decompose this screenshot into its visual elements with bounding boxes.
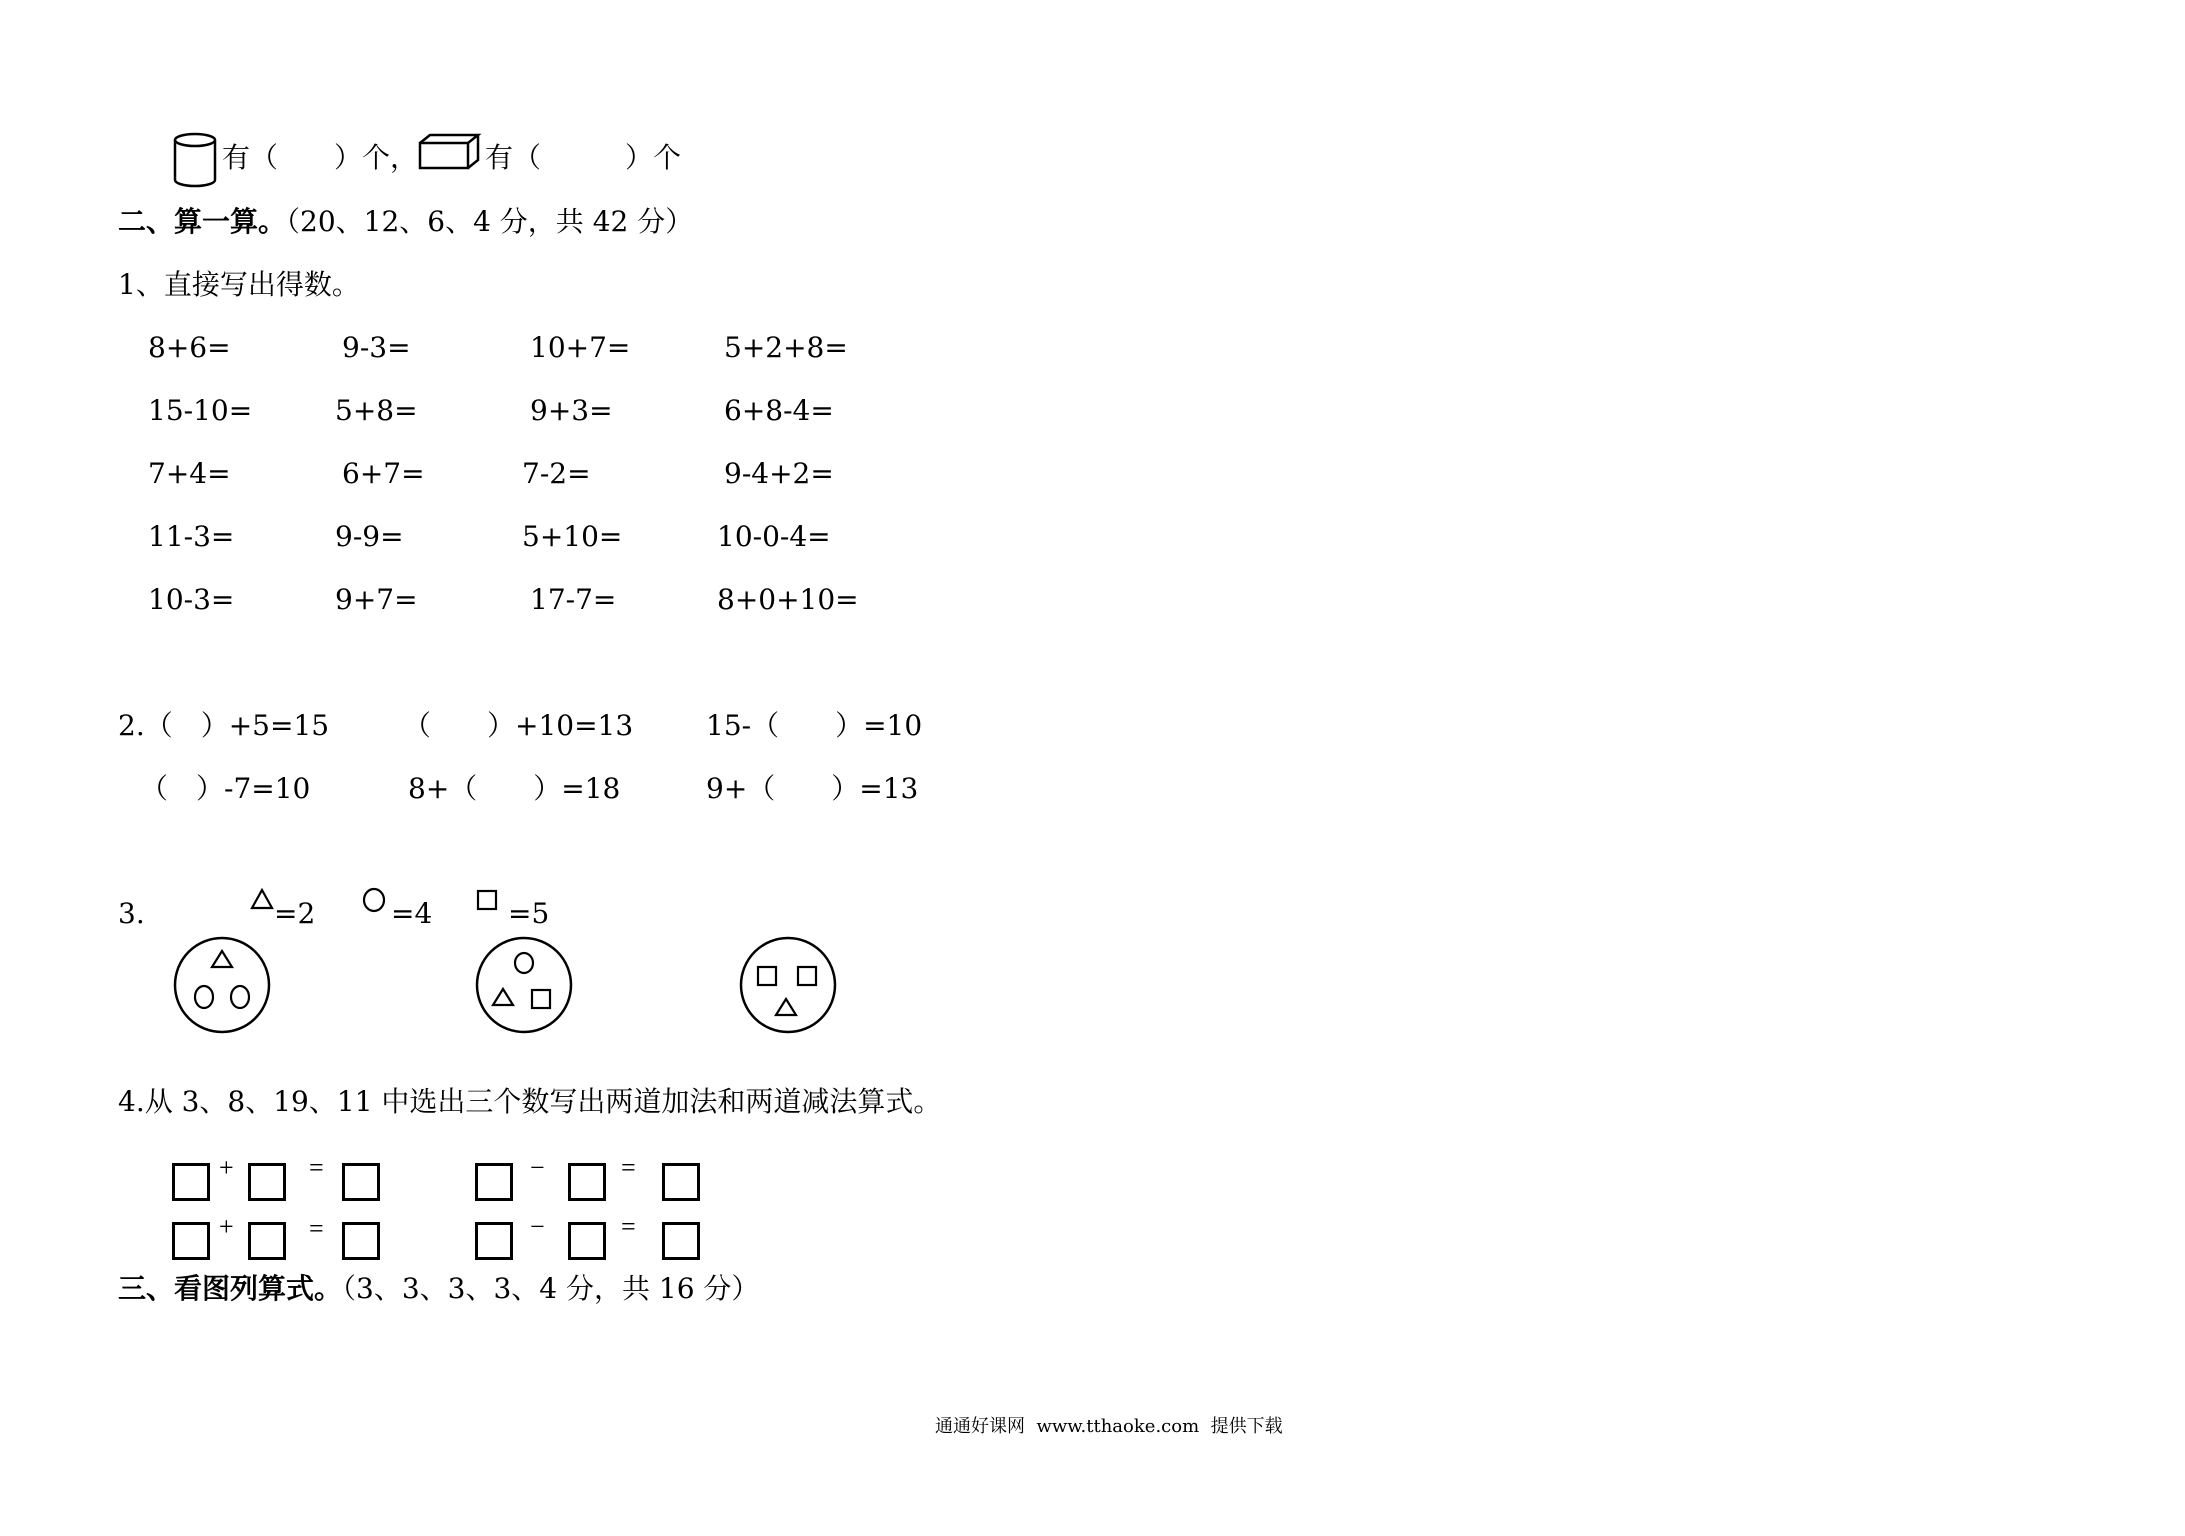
answer-box[interactable] — [342, 1163, 380, 1201]
plus-sign: + — [219, 1212, 234, 1241]
square-icon — [476, 889, 498, 911]
q1-equation: 6+7= — [342, 457, 425, 490]
section2-header — [118, 205, 694, 238]
minus-sign: − — [530, 1153, 545, 1182]
equals-sign: = — [309, 1214, 324, 1243]
q1-equation: 5+2+8= — [724, 331, 848, 364]
cuboid-icon — [418, 133, 480, 171]
cylinder-icon — [172, 132, 218, 188]
q2-equation: （ ）-7=10 — [140, 772, 311, 805]
q4-text: 4.从 3、8、19、11 中选出三个数写出两道加法和两道减法算式。 — [118, 1085, 942, 1118]
answer-box[interactable] — [172, 1222, 210, 1260]
q1-equation: 17-7= — [530, 583, 617, 616]
plate-3-icon — [738, 935, 838, 1035]
answer-box[interactable] — [662, 1163, 700, 1201]
section3-points: （3、3、3、3、4 分，共 16 分） — [342, 1272, 760, 1305]
q2-equation: 2.（ ）+5=15 — [118, 709, 330, 742]
q2-equation: 9+（ ）=13 — [706, 772, 919, 805]
section2-title: 二、算一算。 — [118, 205, 287, 238]
cylinder-count-text: 有（ ）个， — [222, 141, 419, 174]
q1-equation: 8+6= — [148, 331, 231, 364]
q1-equation: 6+8-4= — [724, 394, 834, 427]
minus-sign: − — [530, 1212, 545, 1241]
answer-box[interactable] — [248, 1222, 286, 1260]
answer-box[interactable] — [172, 1163, 210, 1201]
q2-equation: 15-（ ）=10 — [706, 709, 923, 742]
q1-equation: 9-9= — [335, 520, 404, 553]
square-value: =5 — [508, 897, 550, 930]
q1-equation: 8+0+10= — [717, 583, 859, 616]
q2-equation: （ ）+10=13 — [403, 709, 634, 742]
q1-equation: 9+3= — [530, 394, 613, 427]
section2-points: （20、12、6、4 分，共 42 分） — [286, 205, 694, 238]
section3-title: 三、看图列算式。 — [118, 1272, 343, 1305]
plate-1-icon — [172, 935, 272, 1035]
q1-equation: 10-0-4= — [717, 520, 831, 553]
triangle-value: =2 — [274, 897, 316, 930]
q3-label: 3. — [118, 897, 145, 930]
cuboid-count-text: 有（ ）个 — [485, 141, 682, 174]
circle-value: =4 — [391, 897, 433, 930]
q2-equation: 8+（ ）=18 — [408, 772, 621, 805]
q1-equation: 11-3= — [148, 520, 235, 553]
q1-equation: 7-2= — [522, 457, 591, 490]
q1-equation: 7+4= — [148, 457, 231, 490]
plate-2-icon — [474, 935, 574, 1035]
triangle-icon — [250, 888, 274, 910]
q1-equation: 9-3= — [342, 331, 411, 364]
q1-equation: 9+7= — [335, 583, 418, 616]
q1-equation: 10+7= — [530, 331, 631, 364]
plus-sign: + — [219, 1153, 234, 1182]
answer-box[interactable] — [342, 1222, 380, 1260]
q1-equation: 9-4+2= — [724, 457, 834, 490]
equals-sign: = — [621, 1153, 636, 1182]
equals-sign: = — [621, 1212, 636, 1241]
answer-box[interactable] — [475, 1163, 513, 1201]
answer-box[interactable] — [568, 1163, 606, 1201]
circle-icon — [362, 887, 386, 913]
q1-equation: 5+10= — [522, 520, 623, 553]
equals-sign: = — [309, 1153, 324, 1182]
footer-text: 通通好课网 www.tthaoke.com 提供下载 — [935, 1416, 1283, 1437]
q1-equation: 15-10= — [148, 394, 253, 427]
answer-box[interactable] — [662, 1222, 700, 1260]
q1-equation: 5+8= — [335, 394, 418, 427]
section3-header — [118, 1272, 760, 1305]
q1-label: 1、直接写出得数。 — [118, 268, 360, 301]
q1-equation: 10-3= — [148, 583, 235, 616]
answer-box[interactable] — [568, 1222, 606, 1260]
answer-box[interactable] — [248, 1163, 286, 1201]
answer-box[interactable] — [475, 1222, 513, 1260]
